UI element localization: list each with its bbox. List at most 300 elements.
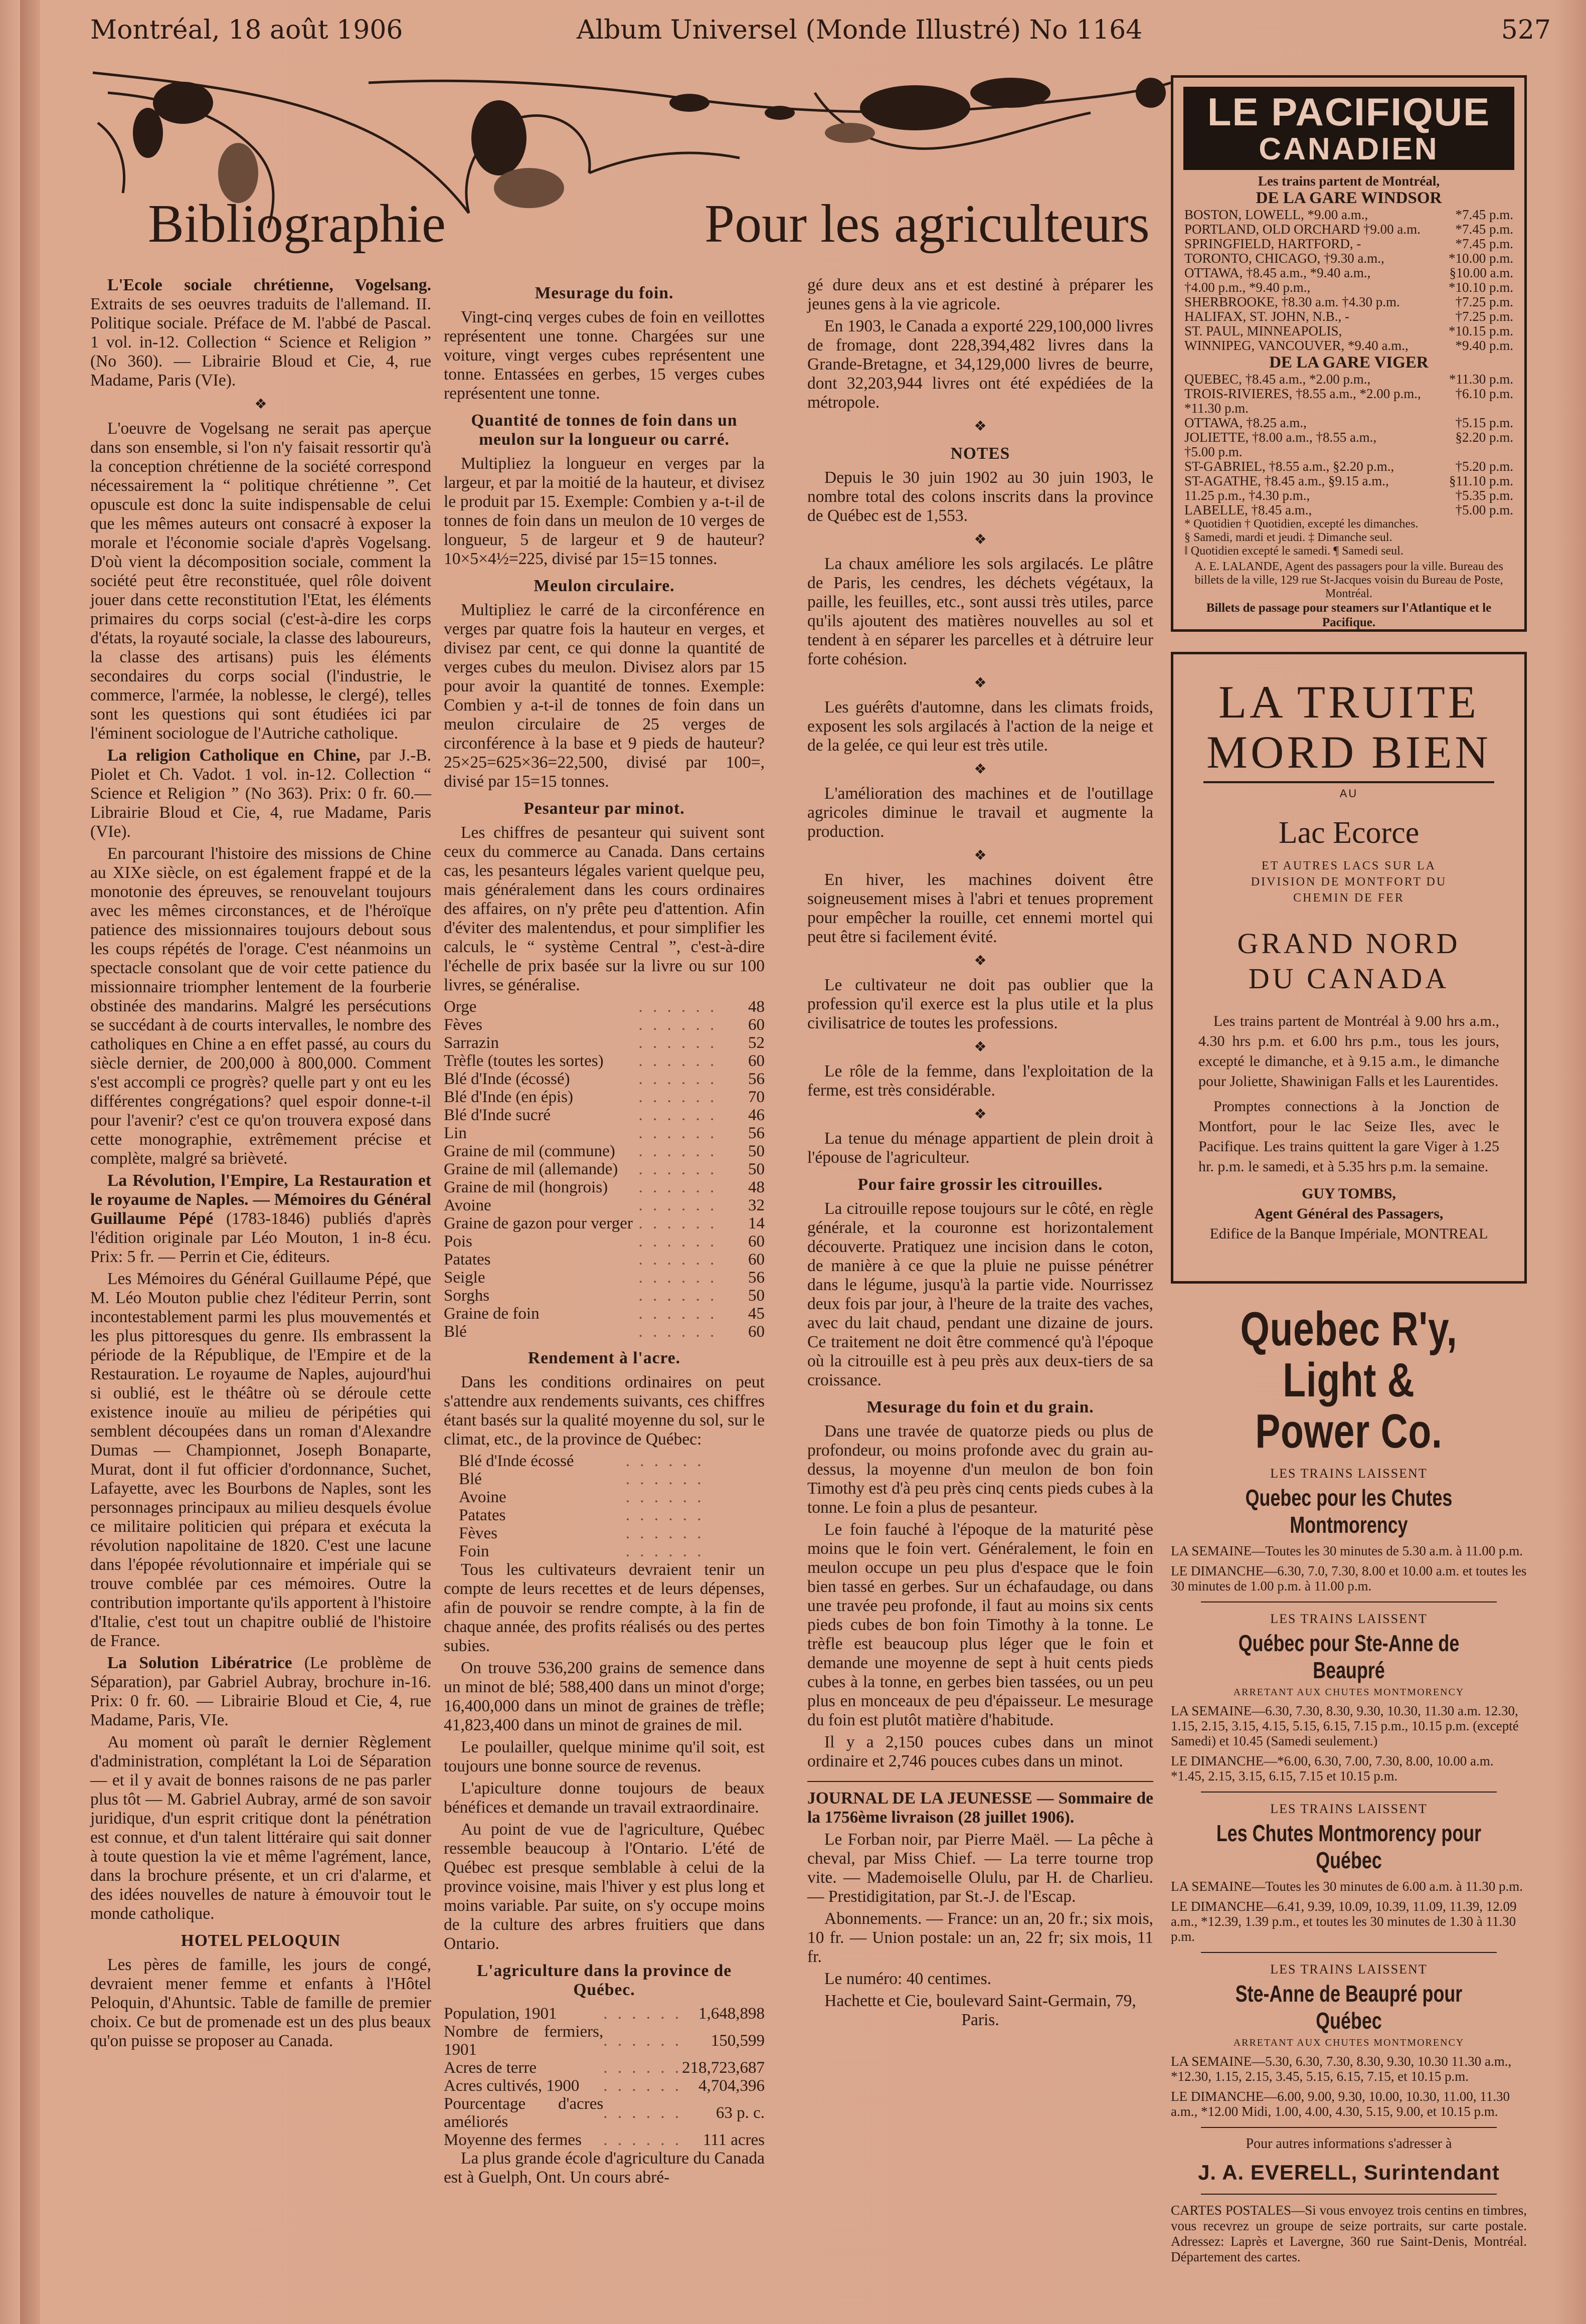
ad-quebec-railway	[1171, 1304, 1527, 2265]
schedule-time: †5.35 p.m.	[1455, 488, 1513, 503]
paragraph	[90, 1171, 431, 1267]
row-label: Graine de mil (hongrois)	[444, 1178, 608, 1196]
schedule-time: *10.00 p.m.	[1448, 251, 1513, 266]
paragraph: Les pères de famille, les jours de congé, devraient mener femme et enfants à l'Hôtel Peloquin, d'Ahuntsic. Table de famille de premier choix. Ce but de promenade est un des plus beaux qu'on puisse se proposer au Canada.	[90, 1955, 431, 2050]
page-gutter	[20, 0, 40, 2324]
row-label: Avoine	[459, 1488, 506, 1506]
row-label: Graine de gazon pour verger	[444, 1214, 633, 1232]
schedule-row	[1184, 430, 1513, 445]
truite-au: AU	[1339, 787, 1358, 800]
pacifique-footer: A. E. LALANDE, Agent des passagers pour la ville. Bureau des billets de la ville, 129 rue St-Jacques voisin du Bureau de Poste, Montréal.	[1194, 560, 1503, 600]
paragraph: Les Mémoires du Général Guillaume Pépé, que M. Léo Mouton publie chez l'éditeur Perrin, sont incontestablement parmi les plus mouvementés et les plus pittoresques du genre. Ils embrassent la période de la République, de l'Empire et de la Restauration. Le royaume de Naples, aujourd'hui si oublié, est le théâtre où se déroule cette existence inouïe au milieu de péripéties qui semblent découpées dans un roman d'Alexandre Dumas — Championnet, Joseph Bonaparte, Murat, dont il fut officier d'ordonnance, Suchet, Lafayette, avec les Bourbons de Naples, sont les personnages principaux au milieu desquels évolue ce militaire politicien qui prépara et exécuta la révolution napolitaine de 1820. C'est une lacune dans l'épopée révolutionnaire et impériale qui se trouve comblée par ces mémoires. Outre la contribution importante qu'ils apportent à l'histoire d'Italie, c'est tout un chapitre oublié de l'histoire de France.	[90, 1270, 431, 1650]
truite-body-1: Les trains partent de Montréal à 9.00 hrs a.m., 4.30 hrs p.m. et 6.00 hrs p.m., tous les jours, excepté le dimanche, et à 9.15 a.m., le dimanche pour Joliette, Shawinigan Falls et les Laurentides.	[1198, 1013, 1499, 1090]
row-label: Patates	[444, 1250, 491, 1269]
schedule-row	[1184, 309, 1513, 324]
banner-line-1: LE PACIFIQUE	[1207, 90, 1491, 134]
section-heading: Pour faire grossir les citrouilles.	[857, 1175, 1103, 1194]
ornament-separator: ❖	[254, 397, 267, 412]
journal-publisher: Hachette et Cie, boulevard Saint-Germain, 79, Paris.	[824, 1992, 1136, 2029]
row-label: Pourcentage d'acres améliorés	[444, 2095, 604, 2131]
table-row	[444, 2077, 765, 2095]
row-label: Blé d'Inde (en épis)	[444, 1088, 573, 1106]
agriculteurs-title: Pour les agriculteurs	[704, 194, 1150, 254]
table-row	[459, 1524, 740, 1542]
grand-nord-line-2: DU CANADA	[1248, 962, 1450, 995]
route-heading: Ste-Anne de Beaupré pour Québec	[1235, 1981, 1463, 2034]
stats-table	[444, 2005, 765, 2149]
leader-dots: . . . . . .	[625, 1452, 704, 1470]
schedule-destination: OTTAWA, †8.45 a.m., *9.40 a.m.,	[1184, 265, 1371, 280]
schedule-line: LA SEMAINE—6.30, 7.30, 8.30, 9.30, 10.30, 11.30 a.m. 12.30, 1.15, 2.15, 3.15, 4.15, 5.15, 6.15, 7.15 p.m., 10.15 p.m. (excepté Samedi) et 10.45 (Samedi seulement.)	[1171, 1703, 1519, 1748]
quebec-schedule-block	[1171, 1601, 1527, 1783]
row-value: 60	[748, 1250, 765, 1269]
paragraph: Les guérêts d'automne, dans les climats froids, exposent les sols argilacés à l'action de la neige et de la gelée, ce qui leur est très utile.	[807, 698, 1153, 755]
schedule-destination: PORTLAND, OLD ORCHARD †9.00 a.m.	[1184, 222, 1421, 237]
schedule-time: *10.15 p.m.	[1448, 323, 1513, 338]
quebec-schedule-block	[1171, 1466, 1527, 1593]
table-row	[444, 1052, 765, 1070]
weights-table	[444, 998, 765, 1341]
leader-dots: . . . . . .	[625, 1470, 704, 1488]
schedule-row	[1184, 251, 1513, 266]
paragraph	[90, 1654, 431, 1730]
schedule-destination: †4.00 p.m., *9.40 p.m.,	[1184, 280, 1311, 295]
row-value: 45	[748, 1305, 765, 1323]
schedule-destination: WINNIPEG, VANCOUVER, *9.40 a.m.,	[1184, 338, 1408, 353]
route-note: ARRETANT AUX CHUTES MONTMORENCY	[1233, 2037, 1465, 2048]
row-label: Nombre de fermiers, 1901	[444, 2023, 604, 2059]
schedule-time: *11.30 p.m.	[1449, 372, 1513, 387]
ornament-separator: ❖	[974, 675, 987, 691]
schedule-destination: ST. PAUL, MINNEAPOLIS,	[1184, 323, 1342, 338]
pacifique-banner	[1183, 87, 1514, 170]
paragraph-lead: La Révolution, l'Empire, La Restauration et le royaume de Naples. — Mémoires du Général Guillaume Pépé	[90, 1171, 431, 1228]
schedule-destination: BOSTON, LOWELL, *9.00 a.m.,	[1184, 207, 1368, 222]
row-label: Trèfle (toutes les sortes)	[444, 1052, 604, 1070]
leader-dots: . . . . . .	[638, 1323, 718, 1341]
schedule-destination: TORONTO, CHICAGO, †9.30 a.m.,	[1184, 251, 1384, 266]
header-date: Montréal, 18 août 1906	[90, 15, 403, 45]
schedule-destination: SPRINGFIELD, HARTFORD, -	[1184, 236, 1361, 251]
row-value: 63 p. c.	[716, 2104, 765, 2122]
windsor-schedule	[1184, 208, 1513, 353]
row-value: 4,704,396	[698, 2077, 765, 2095]
quebec-info: Pour autres informations s'adresser à	[1246, 2136, 1452, 2152]
row-label: Graine de mil (commune)	[444, 1142, 615, 1160]
trains-leave-label: LES TRAINS LAISSENT	[1270, 1612, 1428, 1626]
table-row	[444, 1178, 765, 1196]
table-row	[444, 2095, 765, 2131]
row-label: Blé	[444, 1323, 467, 1341]
leader-dots: . . . . . .	[638, 1269, 718, 1287]
schedule-destination: ST-GABRIEL, †8.55 a.m., §2.20 p.m.,	[1184, 459, 1394, 474]
leader-dots: . . . . . .	[638, 1214, 718, 1232]
ad-la-truite	[1171, 652, 1527, 1284]
row-label: Orge	[444, 998, 477, 1016]
table-row	[444, 1323, 765, 1341]
trains-leave-label: LES TRAINS LAISSENT	[1270, 1802, 1428, 1816]
leader-dots: . . . . . .	[638, 998, 718, 1016]
section-heading: NOTES	[950, 444, 1010, 463]
table-row	[444, 998, 765, 1016]
legend-line: § Samedi, mardi et jeudi. ‡ Dimanche seul.	[1184, 531, 1392, 544]
schedule-line: LE DIMANCHE—6.41, 9.39, 10.09, 10.39, 11.09, 11.39, 12.09 a.m., *12.39, 1.39 p.m., et toutes les 30 minutes de 1.30 à 11.30 p.m.	[1171, 1899, 1517, 1944]
page-header	[90, 15, 1551, 50]
quebec-superintendent: J. A. EVERELL, Surintendant	[1198, 2161, 1500, 2184]
section-heading: Rendement à l'acre.	[528, 1349, 680, 1367]
table-row	[444, 2023, 765, 2059]
schedule-line: LE DIMANCHE—6.00, 9.00, 9.30, 10.00, 10.30, 11.00, 11.30 a.m., *12.00 Midi, 1.00, 4.00, 4.30, 5.15, 9.00, et 10.15 p.m.	[1171, 2089, 1510, 2119]
schedule-line: LE DIMANCHE—*6.00, 6.30, 7.00, 7.30, 8.00, 10.00 a.m. *1.45, 2.15, 3.15, 6.15, 7.15 et 10.15 p.m.	[1171, 1753, 1494, 1783]
paragraph: Dans les conditions ordinaires on peut s'attendre aux rendements suivants, ces chiffres étant basés sur la qualité moyenne du sol, sur le climat, etc., de la province de Québec:	[444, 1373, 765, 1449]
section-heading: Meulon circulaire.	[534, 577, 675, 595]
row-value: 60	[748, 1016, 765, 1034]
schedule-destination: OTTAWA, †8.25 a.m.,	[1184, 415, 1307, 430]
leader-dots: . . . . . .	[625, 1542, 704, 1560]
leader-dots: . . . . . .	[603, 2059, 682, 2077]
table-row	[444, 1070, 765, 1088]
leader-dots: . . . . . .	[625, 1506, 704, 1524]
yields-table	[459, 1452, 740, 1560]
schedule-line: LA SEMAINE—Toutes les 30 minutes de 6.00 a.m. à 11.30 p.m.	[1171, 1879, 1523, 1894]
leader-dots: . . . . . .	[638, 1178, 718, 1196]
table-row	[444, 1196, 765, 1214]
schedule-destination: 11.25 p.m., †4.30 p.m.,	[1184, 488, 1310, 503]
table-row	[444, 1232, 765, 1250]
col2-text-c	[444, 1560, 765, 2000]
schedule-time: †5.20 p.m.	[1455, 459, 1513, 474]
table-row	[444, 1269, 765, 1287]
paragraph-text: (Le problème de Séparation), par Gabriel Aubray, brochure in-16. Prix: 0 fr. 60. — Librairie Bloud et Cie, 4, rue Madame, Paris, VIe.	[90, 1654, 431, 1729]
schedule-destination: QUEBEC, †8.45 a.m., *2.00 p.m.,	[1184, 372, 1371, 387]
schedule-time: *7.45 p.m.	[1455, 222, 1513, 237]
col3-text	[807, 276, 1153, 1771]
ornament-separator: ❖	[974, 419, 987, 434]
paragraph-text: par J.-B. Piolet et Ch. Vadot. 1 vol. in-12. Collection “ Science et Religion ” (No 363). Prix: 0 fr. 60.—Librairie Bloud et Cie, 4, rue Madame, Paris (VIe).	[90, 746, 432, 841]
paragraph: Vingt-cinq verges cubes de foin en veillottes représentent une tonne. Chargées sur une voiture, vingt verges cubes représentent une tonne. Entassées en gerbes, 15 verges cubes représentent une tonne.	[444, 308, 765, 403]
truite-signature-title: Agent Général des Passagers,	[1254, 1205, 1444, 1222]
table-row	[444, 2059, 765, 2077]
table-row	[444, 1250, 765, 1269]
schedule-time: §11.10 p.m.	[1449, 473, 1513, 488]
table-row	[444, 1305, 765, 1323]
paragraph: Au moment où paraît le dernier Règlement d'administration, complétant la Loi de Séparation — et il y avait de bonnes raisons de ne pas parler plus tôt — M. Gabriel Aubray, armé de son savoir juridique, d'un esprit critique dont la pénétration est connue, et d'un talent littéraire qui sait donner à toute question la vie et même l'agrément, lance, dans la brochure présente, et un cri d'alarme, et des idées nouvelles de nature à émouvoir tout le monde catholique.	[90, 1733, 431, 1923]
schedule-destination: †5.00 p.m.	[1184, 444, 1243, 459]
schedule-line: LA SEMAINE—Toutes les 30 minutes de 5.30 a.m. à 11.00 p.m.	[1171, 1543, 1523, 1558]
row-label: Lin	[444, 1124, 467, 1142]
leader-dots: . . . . . .	[638, 1287, 718, 1305]
truite-line-1: LA TRUITE	[1218, 676, 1479, 728]
paragraph: L'apiculture donne toujours de beaux bénéfices et demande un travail extraordinaire.	[444, 1779, 765, 1817]
leader-dots: . . . . . .	[625, 1488, 704, 1506]
table-row	[444, 1214, 765, 1232]
leader-dots: . . . . . .	[638, 1196, 718, 1214]
schedule-time: †7.25 p.m.	[1455, 309, 1513, 324]
row-label: Population, 1901	[444, 2005, 557, 2023]
ornament-separator: ❖	[974, 953, 987, 969]
journal-number: Le numéro: 40 centimes.	[824, 1970, 992, 1988]
paragraph: Tous les cultivateurs devraient tenir un compte de leurs recettes et de leurs dépenses, afin de pouvoir se rendre compte, à la fin de chaque année, des profits réalisés ou des pertes subies.	[444, 1560, 765, 1655]
table-row	[444, 1160, 765, 1178]
quebec-railway-title-2: Power Co.	[1255, 1404, 1443, 1458]
gare-viger-heading: DE LA GARE VIGER	[1269, 353, 1429, 372]
paragraph: En parcourant l'histoire des missions de Chine au XIXe siècle, on est également frappé et de la monotonie des épreuves, se renouvelant toujours avec les mêmes circonstances, et de l'héroïque patience des missionnaires toujours debout sous les coups répétés de l'orage. C'est néanmoins un spectacle consolant que de voir cette patience du missionnaire triompher lentement de la fourberie obstinée des mandarins. Malgré les persécutions se succédant à de courts intervalles, le nombre des catholiques en Chine a en effet passé, au cours du siècle dernier, de 200,000 à 800,000. Comment s'est accompli ce progrès? quelle part y ont eu les différentes congrégations? quel espoir donne-t-il pour l'avenir? c'est ce qu'on trouvera exposé dans cette monographie, extrêmement précise et complète, malgré sa brièveté.	[90, 844, 431, 1168]
ornament-separator: ❖	[974, 532, 987, 548]
schedule-legend	[1184, 517, 1513, 558]
paragraph: L'amélioration des machines et de l'outillage agricoles diminue le travail et augmente la production.	[807, 784, 1153, 841]
lac-ecorce: Lac Ecorce	[1278, 816, 1420, 850]
paragraph: Dans une travée de quatorze pieds ou plus de profondeur, ou moins profonde avec du grain au-dessus, la moyenne d'un meulon de bon foin Timothy est d'à peu près cinq cents pieds cubes à la tonne. Le foin a plus de pesanteur.	[807, 1422, 1153, 1517]
row-label: Avoine	[444, 1196, 491, 1214]
route-heading: Quebec pour les Chutes Montmorency	[1245, 1485, 1453, 1538]
table-row	[459, 1542, 740, 1560]
table-row	[459, 1470, 740, 1488]
route-heading: Québec pour Ste-Anne de Beaupré	[1238, 1630, 1460, 1683]
paragraph: La tenue du ménage appartient de plein droit à l'épouse de l'agriculteur.	[807, 1129, 1153, 1167]
row-value: 218,723,687	[682, 2059, 765, 2077]
row-value: 14	[748, 1214, 765, 1232]
leader-dots: . . . . . .	[638, 1016, 718, 1034]
leader-dots: . . . . . .	[638, 1070, 718, 1088]
quebec-schedule-block	[1171, 1952, 1527, 2119]
gare-windsor-heading: DE LA GARE WINDSOR	[1256, 189, 1442, 207]
table-row	[444, 1034, 765, 1052]
schedule-row	[1184, 416, 1513, 430]
paragraph: La citrouille repose toujours sur le côté, en règle générale, et la couronne est horizontalement découverte. Pratiquez une incision dans le coton, de manière à ce que la pluie ne puisse pénétrer dans le légume, jusqu'à la partie vide. Nourrissez deux fois par jour, à l'heure de la traite des vaches, avec du lait chaud, pendant une dizaine de jours. Ce traitement ne doit être commencé qu'à l'époque où la citrouille est à peu près aux deux-tiers de sa croissance.	[807, 1199, 1153, 1389]
schedule-time: *10.10 p.m.	[1448, 280, 1513, 295]
schedule-time: §2.20 p.m.	[1455, 430, 1513, 445]
leader-dots: . . . . . .	[638, 1052, 718, 1070]
schedule-row	[1184, 266, 1513, 280]
schedule-destination: ST-AGATHE, †8.45 a.m., §9.15 a.m.,	[1184, 473, 1389, 488]
ornament-separator: ❖	[974, 762, 987, 777]
paragraph-lead: L'Ecole sociale chrétienne, Vogelsang.	[107, 276, 431, 294]
schedule-row	[1184, 222, 1513, 237]
leader-dots: . . . . . .	[638, 1250, 718, 1269]
paragraph: Il y a 2,150 pouces cubes dans un minot ordinaire et 2,746 pouces cubes dans un minot.	[807, 1733, 1153, 1770]
journal-subscriptions: Abonnements. — France: un an, 20 fr.; six mois, 10 fr. — Union postale: un an, 22 fr; six mois, 11 fr.	[807, 1909, 1153, 1966]
row-value: 111 acres	[702, 2131, 765, 2149]
row-label: Blé d'Inde sucré	[444, 1106, 551, 1124]
quebec-schedules	[1171, 1466, 1527, 2119]
route-note: ARRETANT AUX CHUTES MONTMORENCY	[1233, 1687, 1465, 1698]
leader-dots: . . . . . .	[638, 1232, 718, 1250]
row-value: 60	[748, 1052, 765, 1070]
row-label: Pois	[444, 1232, 472, 1250]
trains-leave-label: LES TRAINS LAISSENT	[1270, 1962, 1428, 1977]
leader-dots: . . . . . .	[625, 1524, 704, 1542]
schedule-destination: *11.30 p.m.	[1184, 401, 1249, 416]
paragraph-lead: La religion Catholique en Chine,	[107, 746, 361, 765]
schedule-time: †7.25 p.m.	[1455, 294, 1513, 309]
journal-title: JOURNAL DE LA JEUNESSE — Sommaire de la 1756ème livraison (28 juillet 1906).	[807, 1789, 1153, 1827]
leader-dots: . . . . . .	[603, 2032, 682, 2050]
cartes-postales-ad: CARTES POSTALES—Si vous envoyez trois centins en timbres, vous recevrez un groupe de seize portraits, sur carte postale. Adressez: Laprès et Lavergne, 360 rue Saint-Denis, Montréal. Département des cartes.	[1171, 2203, 1527, 2264]
table-row	[459, 1506, 740, 1524]
pacifique-subtitle: Les trains partent de Montréal,	[1258, 173, 1440, 189]
col2-text-b	[444, 1349, 765, 1449]
truite-subtitle: ET AUTRES LACS SUR LA DIVISION DE MONTFORT DU CHEMIN DE FER	[1251, 859, 1447, 905]
row-label: Acres de terre	[444, 2059, 537, 2077]
viger-schedule	[1184, 372, 1513, 517]
schedule-row	[1184, 401, 1513, 416]
row-label: Blé	[459, 1470, 482, 1488]
schedule-destination: JOLIETTE, †8.00 a.m., †8.55 a.m.,	[1184, 430, 1377, 445]
page-number: 527	[1501, 15, 1551, 45]
grand-nord-line-1: GRAND NORD	[1237, 927, 1461, 960]
leader-dots: . . . . . .	[638, 1088, 718, 1106]
table-row	[444, 2131, 765, 2149]
ornament-separator: ❖	[974, 1107, 987, 1122]
leader-dots: . . . . . .	[603, 2104, 682, 2122]
ad-pacifique-canadien	[1171, 75, 1527, 632]
schedule-row	[1184, 445, 1513, 459]
row-label: Graine de mil (allemande)	[444, 1160, 618, 1178]
row-label: Sorghs	[444, 1287, 490, 1305]
truite-body-2: Promptes connections à la Jonction de Montfort, pour le lac Seize Iles, avec le Pacifique. Les trains quittent la gare Viger à 1.25 hr. p.m. le samedi, et à 5.35 hrs p.m. la semaine.	[1198, 1098, 1499, 1175]
paragraph: Multipliez le carré de la circonférence en verges par quatre fois la hauteur en verges, et divisez par cent, ce qui donne la quantité de verges cubes du meulon. Divisez alors par 15 pour avoir la quantité de tonnes. Exemple: Combien y a-t-il de tonnes de foin dans un meulon circulaire de 25 verges de circonférence à la base et 9 pieds de hauteur? 25×25=625×36=22,500, divisé par 100=, divisé par 15=15 tonnes.	[444, 601, 765, 791]
quebec-schedule-block	[1171, 1792, 1527, 1944]
table-row	[444, 1106, 765, 1124]
trains-leave-label: LES TRAINS LAISSENT	[1270, 1466, 1428, 1481]
row-label: Patates	[459, 1506, 506, 1524]
schedule-destination: TROIS-RIVIERES, †8.55 a.m., *2.00 p.m.,	[1184, 386, 1421, 401]
row-label: Blé d'Inde (écossé)	[444, 1070, 570, 1088]
schedule-row	[1184, 488, 1513, 503]
row-value: 56	[748, 1070, 765, 1088]
schedule-row	[1184, 503, 1513, 517]
section-heading: Mesurage du foin et du grain.	[866, 1398, 1094, 1416]
row-value: 1,648,898	[698, 2005, 765, 2023]
row-label: Acres cultivés, 1900	[444, 2077, 580, 2095]
paragraph	[90, 276, 431, 390]
row-label: Graine de foin	[444, 1305, 540, 1323]
leader-dots: . . . . . .	[603, 2131, 682, 2149]
section-heading: Mesurage du foin.	[535, 284, 674, 302]
legend-line: * Quotidien † Quotidien, excepté les dimanches.	[1184, 517, 1419, 530]
schedule-row	[1184, 295, 1513, 309]
schedule-time: †5.00 p.m.	[1455, 502, 1513, 517]
schedule-row	[1184, 237, 1513, 251]
schedule-line: LA SEMAINE—5.30, 6.30, 7.30, 8.30, 9.30, 10.30 11.30 a.m., *12.30, 1.15, 2.15, 3.45, 5.15, 6.15, 7.15, et 10.15 p.m.	[1171, 2054, 1512, 2084]
schedule-row	[1184, 372, 1513, 387]
row-value: 50	[748, 1160, 765, 1178]
leader-dots: . . . . . .	[638, 1142, 718, 1160]
table-row	[444, 2005, 765, 2023]
paragraph: Le foin fauché à l'époque de la maturité pèse moins que le foin vert. Généralement, le foin en meulon occupe un peu plus d'espace que le foin bien tassé en gerbes. Sur un échafaudage, ou dans une travée peu profonde, il faut au moins six cents pieds cubes de bon foin Timothy à la tonne. Le trèfle est beaucoup plus léger que le foin et demande une moyenne de sept à huit cents pieds cubes à la tonne, en gerbes bien tassées, ou un peu plus en monceaux de peu d'épaisseur. Le mesurage du foin est plutôt matière d'habitude.	[807, 1520, 1153, 1729]
truite-line-2: MORD BIEN	[1206, 727, 1491, 778]
section-heading: Quantité de tonnes de foin dans un meulon sur la longueur ou carré.	[471, 411, 738, 449]
leader-dots: . . . . . .	[638, 1034, 718, 1052]
paragraph: En hiver, les machines doivent être soigneusement mises à l'abri et tenues proprement pour empêcher la rouille, cet ennemi mortel qui peut être si facilement évité.	[807, 870, 1153, 946]
section-heading: Pesanteur par minot.	[523, 799, 685, 818]
journal-body: Le Forban noir, par Pierre Maël. — La pêche à cheval, par Miss Chief. — La terre tourne trop vite. — Mademoiselle Olulu, par H. de Charlieu. — Prestidigitation, par St.-J. de l'Escap.	[807, 1830, 1153, 1906]
paragraph-text: Extraits de ses oeuvres traduits de l'allemand. II. Politique sociale. Préface de M. l'abbé de Pascal. 1 vol. in-12. Collection “ Science et Religion ” (No 360). — Librairie Bloud et Cie, 4, rue Madame, Paris (VIe).	[90, 295, 431, 390]
row-value: 56	[748, 1124, 765, 1142]
pacifique-steamers: Billets de passage pour steamers sur l'Atlantique et le Pacifique.	[1206, 601, 1492, 629]
schedule-destination: SHERBROOKE, †8.30 a.m. †4.30 p.m.	[1184, 294, 1400, 309]
row-value: 60	[748, 1232, 765, 1250]
truite-signature-address: Edifice de la Banque Impériale, MONTREAL	[1209, 1225, 1488, 1242]
row-value: 150,599	[711, 2032, 765, 2050]
paragraph: La chaux améliore les sols argilacés. Le plâtre de Paris, les cendres, les déchets végétaux, la paille, les feuilles, etc., sont aussi très utiles, parce qu'ils ajoutent des matières nouvelles au sol et tendent à en séparer les parcelles et à détruire leur forte cohésion.	[807, 555, 1153, 668]
paragraph: Le cultivateur ne doit pas oublier que la profession qu'il exerce est la plus utile et la plus civilisatrice de toutes les professions.	[807, 976, 1153, 1032]
row-label: Fèves	[444, 1016, 482, 1034]
schedule-row	[1184, 208, 1513, 222]
schedule-destination: LABELLE, †8.45 a.m.,	[1184, 502, 1312, 517]
paragraph: Au point de vue de l'agriculture, Québec ressemble beaucoup à l'Ontario. L'été de Québec est presque semblable à celui de la province voisine, mais l'hiver y est plus long et moins variable. Par suite, on s'y occupe moins de la culture des arbres fruitiers que dans Ontario.	[444, 1820, 765, 1953]
schedule-row	[1184, 474, 1513, 488]
row-value: 32	[748, 1196, 765, 1214]
schedule-line: LE DIMANCHE—6.30, 7.0, 7.30, 8.00 et 10.00 a.m. et toutes les 30 minutes de 1.00 p.m. à 11.00 p.m.	[1171, 1563, 1527, 1593]
row-value: 70	[748, 1088, 765, 1106]
paragraph: Le rôle de la femme, dans l'exploitation de la ferme, est très considérable.	[807, 1062, 1153, 1100]
table-row	[459, 1452, 740, 1470]
paragraph: Les chiffres de pesanteur qui suivent sont ceux du commerce au Canada. Dans certains cas, les pesanteurs légales varient quelque peu, mais généralement dans les cours ordinaires des affaires, on n'y prête peu d'attention. Afin d'éviter des malentendus, et pour simplifier les calculs, le “ système Central ”, c'est-à-dire l'échelle de prix basée sur la livre ou sur 100 livres, se généralise.	[444, 823, 765, 994]
row-value: 48	[748, 998, 765, 1016]
paragraph-text: (1783-1846) publiés d'après l'édition originale par Léo Mouton, 1 in-8 écu. Prix: 5 fr. — Perrin et Cie, éditeurs.	[90, 1209, 431, 1266]
row-label: Seigle	[444, 1269, 485, 1287]
paragraph: Multipliez la longueur en verges par la largeur, et par la moitié de la hauteur, et divisez le produit par 15. Exemple: Combien y a-t-il de tonnes de foin dans un meulon de 10 verges de longueur, 5 de largeur et 9 de hauteur? 10×5×4½=225, divisé par 15=15 tonnes.	[444, 454, 765, 568]
table-row	[459, 1488, 740, 1506]
paragraph: En 1903, le Canada a exporté 229,100,000 livres de fromage, dont 228,394,482 livres dans la Grande-Bretagne, et 34,129,000 livres de beurre, dont 32,203,944 livres ont été expédiées de la métropole.	[807, 317, 1153, 412]
bibliographie-title: Bibliographie	[148, 194, 446, 254]
leader-dots: . . . . . .	[638, 1106, 718, 1124]
paragraph: L'oeuvre de Vogelsang ne serait pas aperçue dans son ensemble, si l'on n'y faisait ressortir qu'à la conception chrétienne de la société correspond nécessairement la “ politique chrétienne ”. Cet opuscule est donc la suite indispensable de celui que les mêmes auteurs ont consacré à exposer la morale et l'économie sociale d'après Vogelsang. D'où vient la décomposition sociale, comment la société peut être reconstituée, quel rôle doivent jouer dans cette reconstitution l'Etat, les éléments primaires du corps social (c'est-à-dire les corps d'états, la royauté sociale, la classe des laboureurs, la classe des artisans) puis les éléments secondaires du corps social (l'industrie, le commerce, l'armée, la noblesse, le clergé), telles sont les questions qui sont étudiées ici par l'éminent sociologue de l'Autriche catholique.	[90, 419, 431, 743]
row-label: Foin	[459, 1542, 489, 1560]
section-heading: L'agriculture dans la province de Québec.	[476, 1961, 732, 1999]
row-value: 50	[748, 1287, 765, 1305]
banner-line-2: CANADIEN	[1259, 132, 1439, 166]
paragraph: Depuis le 30 juin 1902 au 30 juin 1903, le nombre total des colons inscrits dans la province de Québec est de 1,553.	[807, 468, 1153, 525]
schedule-time: *7.45 p.m.	[1455, 207, 1513, 222]
section-heading: HOTEL PELOQUIN	[181, 1931, 341, 1950]
schedule-time: *9.40 p.m.	[1455, 338, 1513, 353]
ornament-separator: ❖	[974, 848, 987, 863]
row-value: 52	[748, 1034, 765, 1052]
table-row	[444, 1088, 765, 1106]
row-label: Blé d'Inde écossé	[459, 1452, 574, 1470]
column-bibliographie	[90, 276, 431, 2054]
paragraph: Le poulailler, quelque minime qu'il soit, est toujours une bonne source de revenus.	[444, 1738, 765, 1775]
row-label: Fèves	[459, 1524, 497, 1542]
schedule-row	[1184, 459, 1513, 474]
leader-dots: . . . . . .	[638, 1160, 718, 1178]
row-label: Sarrazin	[444, 1034, 499, 1052]
table-row	[444, 1016, 765, 1034]
schedule-destination: HALIFAX, ST. JOHN, N.B., -	[1184, 309, 1349, 324]
schedule-row	[1184, 280, 1513, 295]
leader-dots: . . . . . .	[603, 2005, 682, 2023]
schedule-row	[1184, 338, 1513, 353]
leader-dots: . . . . . .	[638, 1124, 718, 1142]
truite-signature-name: GUY TOMBS,	[1302, 1185, 1396, 1202]
row-value: 46	[748, 1106, 765, 1124]
table-row	[444, 1287, 765, 1305]
leader-dots: . . . . . .	[603, 2077, 682, 2095]
legend-line: ‖ Quotidien excepté le samedi. ¶ Samedi seul.	[1184, 545, 1403, 558]
column-agriculture-2	[807, 276, 1153, 2033]
paragraph: On trouve 536,200 grains de semence dans un minot de blé; 588,400 dans un minot d'orge; 16,400,000 dans un minot de graines de trèfle; 41,823,400 dans un minot de graines de mil.	[444, 1659, 765, 1734]
schedule-time: †6.10 p.m.	[1455, 386, 1513, 401]
quebec-railway-title-1: Quebec R'y, Light &	[1240, 1302, 1458, 1407]
paragraph: gé dure deux ans et est destiné à préparer les jeunes gens à la vie agricole.	[807, 276, 1153, 313]
route-heading: Les Chutes Montmorency pour Québec	[1216, 1820, 1482, 1873]
ornament-separator: ❖	[974, 1039, 987, 1055]
schedule-time: §10.00 a.m.	[1449, 265, 1513, 280]
schedule-row	[1184, 387, 1513, 401]
table-row	[444, 1142, 765, 1160]
